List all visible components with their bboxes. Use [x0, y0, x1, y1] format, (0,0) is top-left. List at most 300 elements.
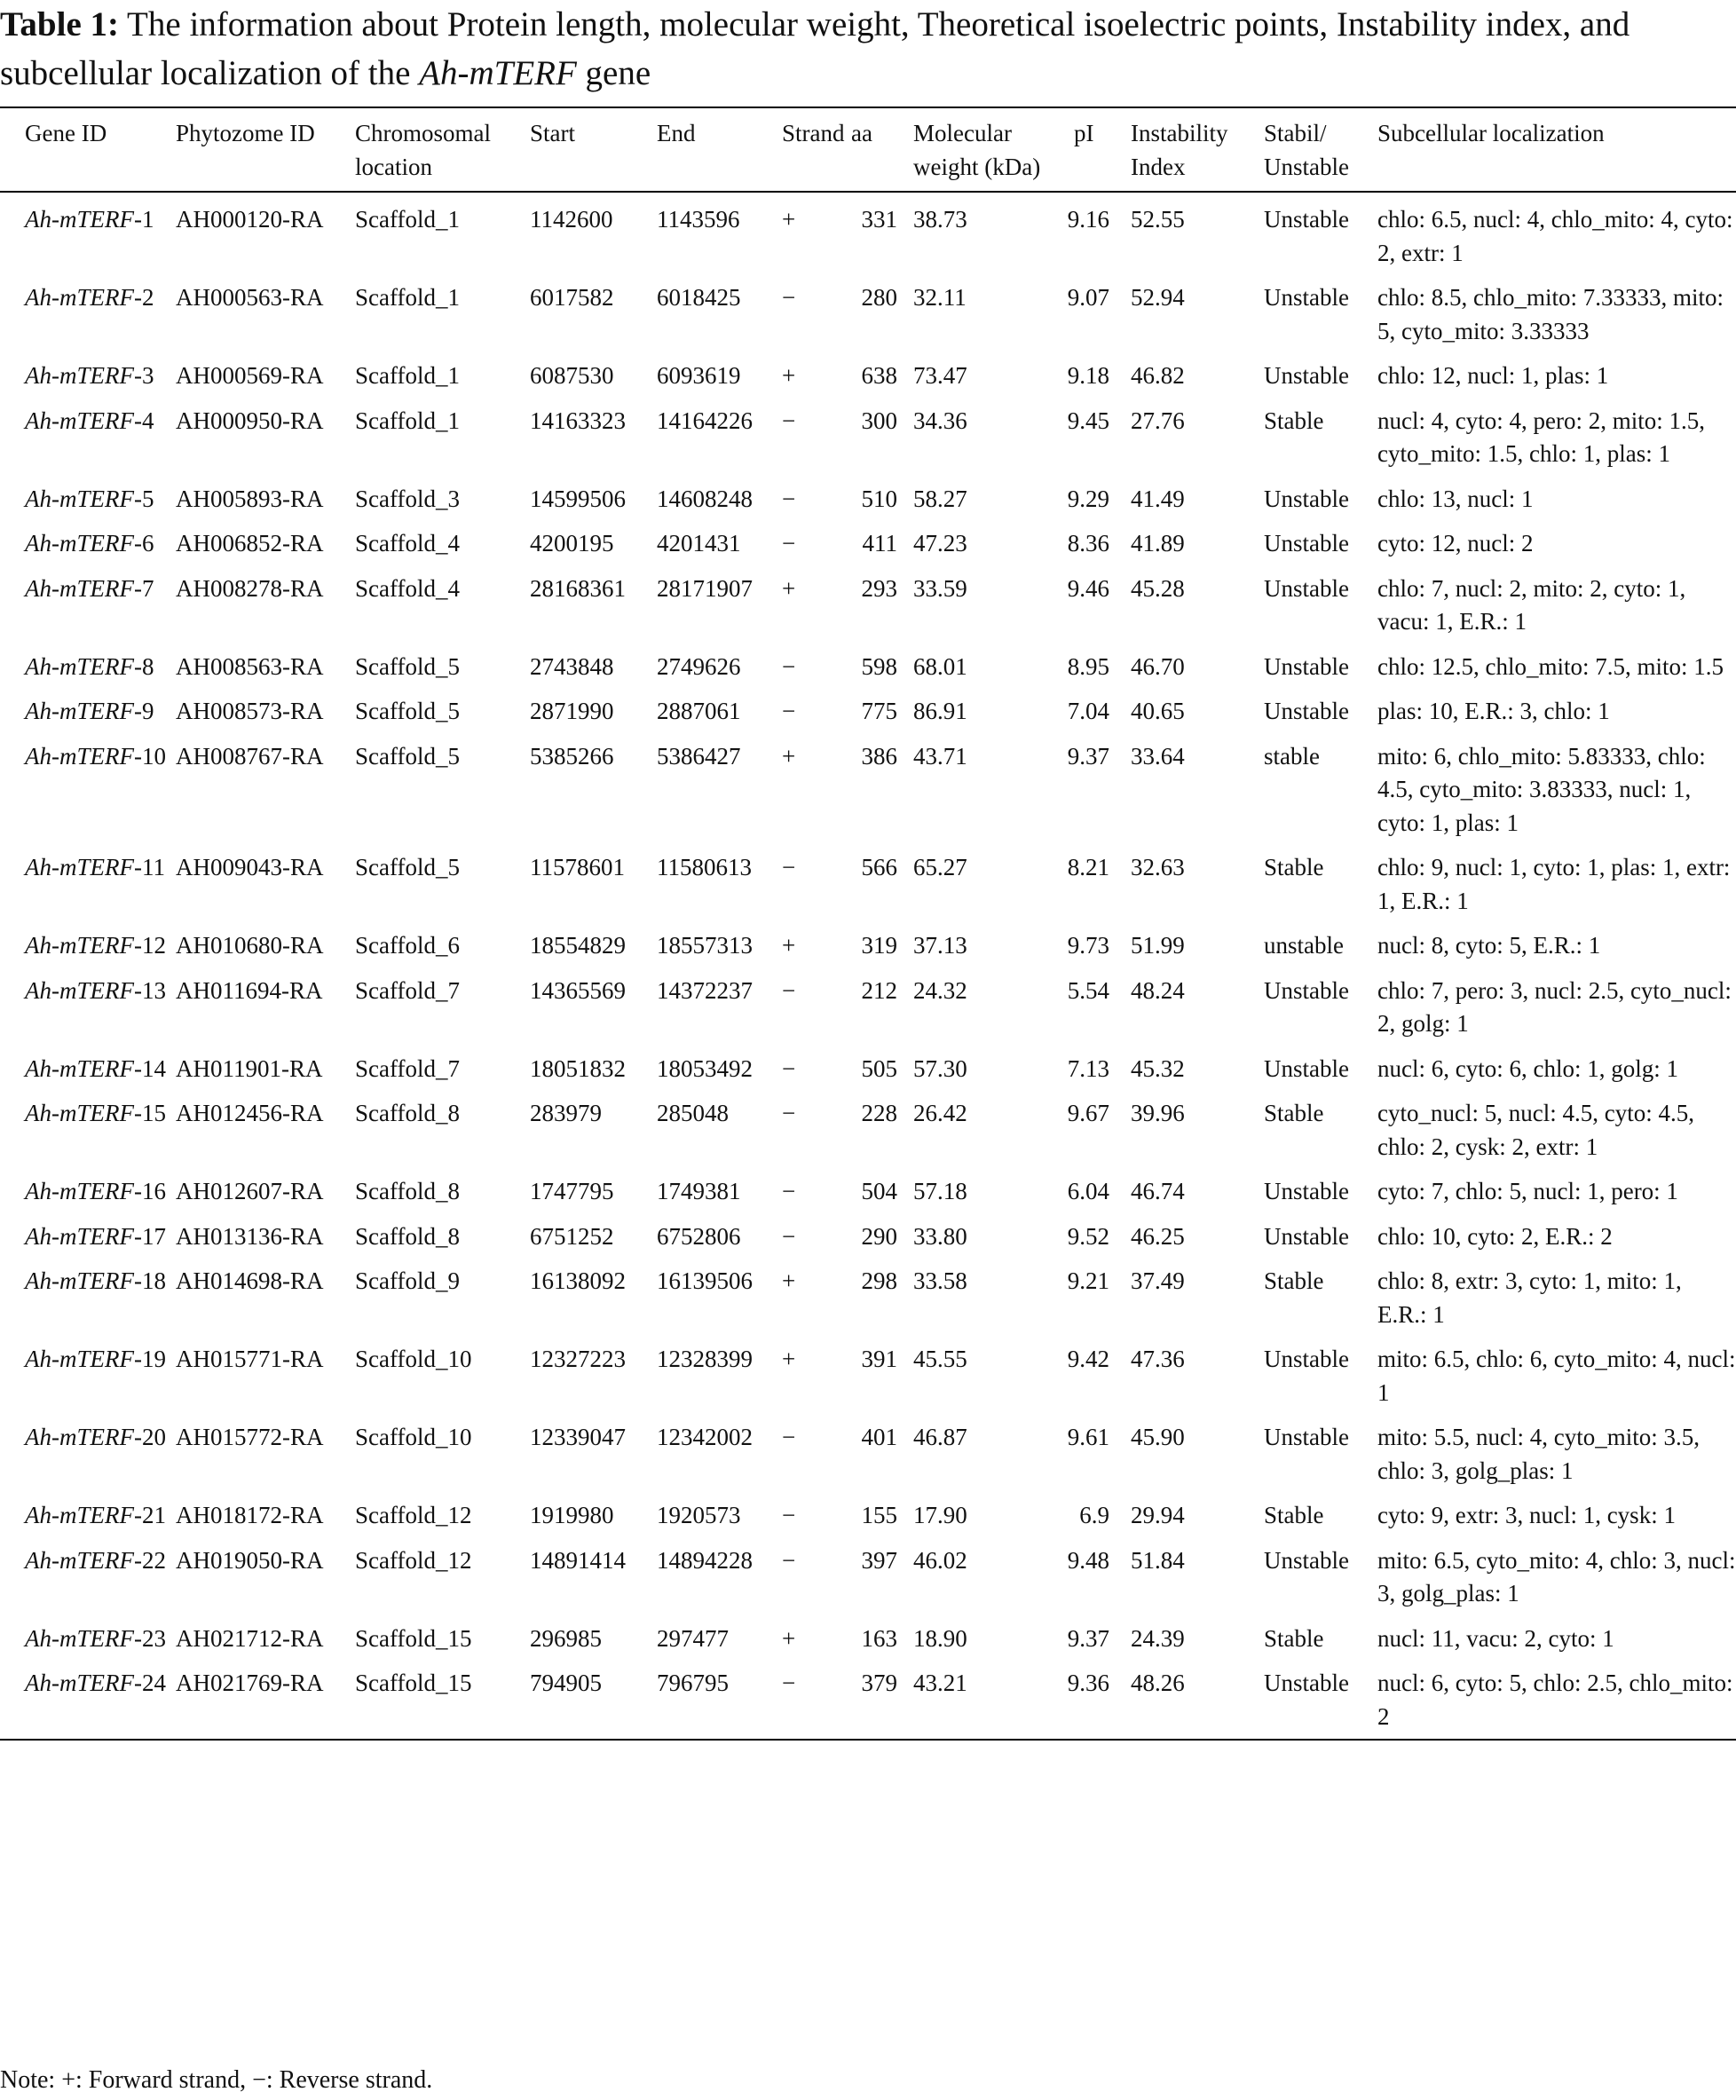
- gene-number: -24: [133, 1670, 166, 1696]
- cell-subcellular-localization: chlo: 9, nucl: 1, cyto: 1, plas: 1, extr: 1, E.R.: 1: [1377, 854, 1731, 914]
- table-note: Note: +: Forward strand, −: Reverse strand.: [0, 2066, 433, 2094]
- table-row: [0, 521, 1736, 566]
- table-row: [0, 689, 1736, 734]
- cell-instability-index: 45.28: [1131, 574, 1185, 602]
- cell-subcellular-localization: nucl: 11, vacu: 2, cyto: 1: [1377, 1624, 1614, 1652]
- cell-pi: 9.73: [1067, 932, 1109, 959]
- cell-strand: −: [782, 1054, 796, 1082]
- cell-end: 2749626: [657, 652, 741, 680]
- gene-name-italic: Ah-mTERF: [25, 1502, 134, 1528]
- cell-strand: −: [782, 407, 796, 434]
- gene-number: -10: [133, 742, 166, 770]
- cell-gene-id: [0, 353, 176, 399]
- cell-end: 28171907: [657, 574, 753, 602]
- gene-name-italic: Ah-mTERF: [25, 1054, 134, 1082]
- cell-aa: 319: [861, 932, 897, 959]
- gene-number: -8: [133, 652, 154, 680]
- gene-name-italic: Ah-mTERF: [25, 1100, 134, 1126]
- cell-pi: 9.42: [1067, 1346, 1109, 1372]
- cell-instability-index: 29.94: [1131, 1502, 1185, 1528]
- cell-start: 18051832: [530, 1054, 626, 1082]
- header-start: Start: [530, 120, 575, 146]
- header-strand: Strand: [782, 120, 845, 146]
- cell-stability: Unstable: [1264, 1670, 1349, 1696]
- cell-strand: −: [782, 698, 796, 724]
- cell-gene-id: [0, 1538, 176, 1616]
- cell-chromosomal-location: Scaffold_8: [355, 1100, 460, 1126]
- gene-name-italic: Ah-mTERF: [25, 932, 134, 959]
- cell-instability-index: 32.63: [1131, 854, 1185, 880]
- cell-strand: +: [782, 206, 796, 233]
- table-row: [0, 734, 1736, 846]
- table-row: [0, 644, 1736, 690]
- caption-label: Table 1:: [0, 5, 120, 43]
- cell-instability-index: 47.36: [1131, 1346, 1185, 1372]
- cell-subcellular-localization: nucl: 4, cyto: 4, pero: 2, mito: 1.5, cyto_mito: 1.5, chlo: 1, plas: 1: [1377, 407, 1705, 467]
- cell-molecular-weight: 37.13: [913, 932, 967, 959]
- cell-pi: 9.37: [1067, 1624, 1109, 1652]
- cell-start: 6751252: [530, 1222, 614, 1250]
- cell-instability-index: 46.25: [1131, 1222, 1185, 1250]
- gene-number: -11: [133, 854, 165, 880]
- cell-start: 14365569: [530, 976, 626, 1004]
- cell-subcellular-localization: nucl: 6, cyto: 5, chlo: 2.5, chlo_mito: 2: [1377, 1670, 1733, 1730]
- gene-number: -22: [133, 1546, 166, 1574]
- cell-end: 16139506: [657, 1267, 753, 1294]
- cell-end: 18053492: [657, 1054, 753, 1082]
- cell-pi: 6.04: [1067, 1178, 1109, 1204]
- header-phytozome-id: Phytozome ID: [176, 120, 315, 146]
- header-stability: Stabil/ Unstable: [1264, 120, 1349, 180]
- cell-start: 6087530: [530, 362, 614, 389]
- cell-end: 285048: [657, 1100, 729, 1126]
- cell-end: 12328399: [657, 1346, 753, 1372]
- cell-molecular-weight: 24.32: [913, 976, 967, 1004]
- cell-strand: −: [782, 1502, 796, 1528]
- cell-start: 2871990: [530, 698, 614, 724]
- cell-instability-index: 33.64: [1131, 742, 1185, 770]
- cell-chromosomal-location: Scaffold_1: [355, 284, 460, 311]
- cell-pi: 9.46: [1067, 574, 1109, 602]
- gene-number: -21: [133, 1502, 166, 1528]
- cell-strand: +: [782, 574, 796, 602]
- cell-strand: −: [782, 284, 796, 311]
- table-row: [0, 923, 1736, 968]
- cell-molecular-weight: 47.23: [913, 530, 967, 557]
- cell-pi: 9.37: [1067, 742, 1109, 770]
- gene-name-italic: Ah-mTERF: [25, 362, 134, 389]
- cell-aa: 411: [862, 530, 897, 557]
- cell-phytozome-id: AH019050-RA: [176, 1546, 324, 1574]
- cell-start: 14163323: [530, 407, 626, 434]
- cell-aa: 293: [861, 574, 897, 602]
- cell-end: 6752806: [657, 1222, 741, 1250]
- cell-stability: Unstable: [1264, 206, 1349, 233]
- cell-molecular-weight: 45.55: [913, 1346, 967, 1372]
- table-row: [0, 1214, 1736, 1259]
- cell-pi: 9.29: [1067, 485, 1109, 512]
- cell-subcellular-localization: chlo: 12.5, chlo_mito: 7.5, mito: 1.5: [1377, 652, 1724, 680]
- cell-end: 297477: [657, 1624, 729, 1652]
- cell-phytozome-id: AH009043-RA: [176, 854, 324, 880]
- cell-strand: +: [782, 1267, 796, 1294]
- gene-number: -14: [133, 1054, 166, 1082]
- cell-subcellular-localization: chlo: 13, nucl: 1: [1377, 485, 1534, 512]
- cell-end: 2887061: [657, 698, 741, 724]
- cell-strand: −: [782, 1100, 796, 1126]
- cell-stability: Unstable: [1264, 652, 1349, 680]
- cell-chromosomal-location: Scaffold_1: [355, 407, 460, 434]
- cell-strand: −: [782, 1670, 796, 1696]
- cell-instability-index: 27.76: [1131, 407, 1185, 434]
- header-subcellular-localization: Subcellular localization: [1377, 120, 1605, 146]
- cell-strand: −: [782, 1546, 796, 1574]
- cell-phytozome-id: AH010680-RA: [176, 932, 324, 959]
- cell-chromosomal-location: Scaffold_9: [355, 1267, 460, 1294]
- cell-subcellular-localization: chlo: 8.5, chlo_mito: 7.33333, mito: 5, cyto_mito: 3.33333: [1377, 284, 1724, 344]
- gene-name-italic: Ah-mTERF: [25, 1670, 134, 1696]
- cell-instability-index: 45.32: [1131, 1054, 1185, 1082]
- cell-gene-id: [0, 689, 176, 734]
- cell-strand: +: [782, 742, 796, 770]
- table-row: [0, 566, 1736, 644]
- cell-instability-index: 48.24: [1131, 976, 1185, 1004]
- caption-text-b: gene: [576, 54, 651, 92]
- cell-start: 11578601: [530, 854, 625, 880]
- cell-start: 4200195: [530, 530, 614, 557]
- cell-gene-id: [0, 968, 176, 1046]
- table-row: [0, 275, 1736, 353]
- cell-gene-id: [0, 1661, 176, 1740]
- cell-start: 5385266: [530, 742, 614, 770]
- cell-subcellular-localization: mito: 6.5, chlo: 6, cyto_mito: 4, nucl: 1: [1377, 1346, 1736, 1406]
- cell-gene-id: [0, 192, 176, 275]
- gene-number: -13: [133, 976, 166, 1004]
- cell-chromosomal-location: Scaffold_4: [355, 530, 460, 557]
- gene-number: -4: [133, 407, 154, 434]
- cell-start: 283979: [530, 1100, 602, 1126]
- cell-molecular-weight: 68.01: [913, 652, 967, 680]
- cell-phytozome-id: AH012607-RA: [176, 1178, 324, 1204]
- cell-aa: 397: [861, 1546, 897, 1574]
- cell-aa: 379: [861, 1670, 897, 1696]
- cell-instability-index: 51.99: [1131, 932, 1185, 959]
- cell-instability-index: 41.49: [1131, 485, 1185, 512]
- cell-strand: −: [782, 485, 796, 512]
- cell-start: 14599506: [530, 485, 626, 512]
- cell-start: 16138092: [530, 1267, 626, 1294]
- table-row: [0, 399, 1736, 477]
- cell-stability: Unstable: [1264, 698, 1349, 724]
- cell-aa: 598: [861, 652, 897, 680]
- cell-molecular-weight: 18.90: [913, 1624, 967, 1652]
- cell-subcellular-localization: nucl: 8, cyto: 5, E.R.: 1: [1377, 932, 1601, 959]
- cell-chromosomal-location: Scaffold_15: [355, 1670, 472, 1696]
- cell-subcellular-localization: cyto: 12, nucl: 2: [1377, 530, 1534, 557]
- cell-end: 6018425: [657, 284, 741, 311]
- gene-name-italic: Ah-mTERF: [25, 1346, 134, 1372]
- cell-aa: 775: [861, 698, 897, 724]
- cell-subcellular-localization: mito: 5.5, nucl: 4, cyto_mito: 3.5, chlo: 3, golg_plas: 1: [1377, 1424, 1700, 1484]
- cell-chromosomal-location: Scaffold_1: [355, 206, 460, 233]
- header-molecular-weight: Molecular weight (kDa): [913, 120, 1041, 180]
- cell-gene-id: [0, 1169, 176, 1214]
- cell-molecular-weight: 46.02: [913, 1546, 967, 1574]
- gene-name-italic: Ah-mTERF: [25, 407, 134, 434]
- cell-end: 14608248: [657, 485, 753, 512]
- gene-number: -6: [133, 530, 154, 557]
- cell-instability-index: 39.96: [1131, 1100, 1185, 1126]
- gene-number: -12: [133, 932, 166, 959]
- cell-gene-id: [0, 275, 176, 353]
- table-row: [0, 477, 1736, 522]
- cell-pi: 8.36: [1067, 530, 1109, 557]
- cell-instability-index: 40.65: [1131, 698, 1185, 724]
- table-row: [0, 1046, 1736, 1092]
- cell-phytozome-id: AH021769-RA: [176, 1670, 324, 1696]
- table-row: [0, 1169, 1736, 1214]
- cell-stability: Stable: [1264, 1502, 1324, 1528]
- cell-subcellular-localization: chlo: 7, nucl: 2, mito: 2, cyto: 1, vacu: 1, E.R.: 1: [1377, 574, 1686, 635]
- gene-number: -17: [133, 1222, 166, 1250]
- header-aa: aa: [851, 120, 872, 146]
- table-row: [0, 1616, 1736, 1662]
- cell-subcellular-localization: cyto: 9, extr: 3, nucl: 1, cysk: 1: [1377, 1502, 1676, 1528]
- cell-stability: Unstable: [1264, 1178, 1349, 1204]
- cell-instability-index: 45.90: [1131, 1424, 1185, 1450]
- cell-pi: 8.95: [1067, 652, 1109, 680]
- cell-end: 1749381: [657, 1178, 741, 1204]
- cell-aa: 386: [861, 742, 897, 770]
- cell-phytozome-id: AH000120-RA: [176, 206, 324, 233]
- gene-number: -15: [133, 1100, 166, 1126]
- data-table: [0, 107, 1736, 1741]
- cell-chromosomal-location: Scaffold_5: [355, 698, 460, 724]
- cell-strand: +: [782, 932, 796, 959]
- cell-aa: 566: [861, 854, 897, 880]
- cell-pi: 5.54: [1067, 976, 1109, 1004]
- table-row: [0, 968, 1736, 1046]
- cell-stability: Stable: [1264, 1267, 1324, 1294]
- cell-subcellular-localization: chlo: 10, cyto: 2, E.R.: 2: [1377, 1222, 1613, 1250]
- gene-name-italic: Ah-mTERF: [25, 652, 134, 680]
- cell-chromosomal-location: Scaffold_5: [355, 742, 460, 770]
- table-row: [0, 1661, 1736, 1740]
- cell-molecular-weight: 57.18: [913, 1178, 967, 1204]
- gene-number: -16: [133, 1178, 166, 1204]
- cell-pi: 9.52: [1067, 1222, 1109, 1250]
- table-row: [0, 845, 1736, 923]
- cell-phytozome-id: AH012456-RA: [176, 1100, 324, 1126]
- cell-molecular-weight: 34.36: [913, 407, 967, 434]
- cell-strand: +: [782, 362, 796, 389]
- table-row: [0, 1538, 1736, 1616]
- cell-molecular-weight: 73.47: [913, 362, 967, 389]
- cell-aa: 391: [861, 1346, 897, 1372]
- cell-strand: −: [782, 1222, 796, 1250]
- cell-strand: −: [782, 652, 796, 680]
- cell-end: 14894228: [657, 1546, 753, 1574]
- header-instability-index: Instability Index: [1131, 120, 1228, 180]
- cell-phytozome-id: AH006852-RA: [176, 530, 324, 557]
- cell-phytozome-id: AH021712-RA: [176, 1624, 324, 1652]
- cell-stability: Unstable: [1264, 1424, 1349, 1450]
- cell-stability: Unstable: [1264, 574, 1349, 602]
- cell-instability-index: 46.70: [1131, 652, 1185, 680]
- cell-stability: Stable: [1264, 1100, 1324, 1126]
- cell-gene-id: [0, 1091, 176, 1169]
- cell-chromosomal-location: Scaffold_10: [355, 1424, 472, 1450]
- cell-instability-index: 46.74: [1131, 1178, 1185, 1204]
- cell-subcellular-localization: cyto: 7, chlo: 5, nucl: 1, pero: 1: [1377, 1178, 1678, 1204]
- cell-stability: Unstable: [1264, 1346, 1349, 1372]
- cell-aa: 155: [861, 1502, 897, 1528]
- cell-gene-id: [0, 1493, 176, 1538]
- cell-stability: Unstable: [1264, 1222, 1349, 1250]
- cell-aa: 331: [861, 206, 897, 233]
- cell-phytozome-id: AH015771-RA: [176, 1346, 324, 1372]
- cell-stability: Unstable: [1264, 485, 1349, 512]
- gene-number: -20: [133, 1424, 166, 1450]
- cell-stability: Unstable: [1264, 1546, 1349, 1574]
- cell-gene-id: [0, 923, 176, 968]
- cell-phytozome-id: AH008767-RA: [176, 742, 324, 770]
- table-row: [0, 1259, 1736, 1337]
- gene-name-italic: Ah-mTERF: [25, 284, 134, 311]
- cell-phytozome-id: AH000950-RA: [176, 407, 324, 434]
- cell-aa: 163: [861, 1624, 897, 1652]
- cell-phytozome-id: AH005893-RA: [176, 485, 324, 512]
- table-row: [0, 1091, 1736, 1169]
- cell-instability-index: 48.26: [1131, 1670, 1185, 1696]
- cell-start: 1747795: [530, 1178, 614, 1204]
- cell-chromosomal-location: Scaffold_12: [355, 1502, 472, 1528]
- cell-chromosomal-location: Scaffold_1: [355, 362, 460, 389]
- cell-subcellular-localization: mito: 6, chlo_mito: 5.83333, chlo: 4.5, cyto_mito: 3.83333, nucl: 1, cyto: 1, plas: 1: [1377, 742, 1706, 836]
- cell-strand: +: [782, 1624, 796, 1652]
- cell-pi: 7.04: [1067, 698, 1109, 724]
- header-end: End: [657, 120, 696, 146]
- cell-gene-id: [0, 1415, 176, 1493]
- cell-chromosomal-location: Scaffold_10: [355, 1346, 472, 1372]
- gene-name-italic: Ah-mTERF: [25, 742, 134, 770]
- cell-gene-id: [0, 1337, 176, 1415]
- cell-end: 18557313: [657, 932, 753, 959]
- cell-start: 794905: [530, 1670, 602, 1696]
- cell-start: 2743848: [530, 652, 614, 680]
- gene-number: -19: [133, 1346, 166, 1372]
- cell-aa: 300: [861, 407, 897, 434]
- cell-phytozome-id: AH008573-RA: [176, 698, 324, 724]
- cell-molecular-weight: 57.30: [913, 1054, 967, 1082]
- cell-stability: Unstable: [1264, 284, 1349, 311]
- cell-phytozome-id: AH013136-RA: [176, 1222, 324, 1250]
- cell-chromosomal-location: Scaffold_6: [355, 932, 460, 959]
- gene-name-italic: Ah-mTERF: [25, 1624, 134, 1652]
- cell-aa: 505: [861, 1054, 897, 1082]
- cell-strand: −: [782, 1178, 796, 1204]
- cell-pi: 9.48: [1067, 1546, 1109, 1574]
- cell-molecular-weight: 46.87: [913, 1424, 967, 1450]
- table-row: [0, 1337, 1736, 1415]
- cell-strand: +: [782, 1346, 796, 1372]
- cell-gene-id: [0, 477, 176, 522]
- cell-instability-index: 41.89: [1131, 530, 1185, 557]
- table-body: [0, 192, 1736, 1740]
- cell-instability-index: 24.39: [1131, 1624, 1185, 1652]
- cell-chromosomal-location: Scaffold_4: [355, 574, 460, 602]
- cell-aa: 638: [861, 362, 897, 389]
- header-row: [0, 107, 1736, 192]
- cell-chromosomal-location: Scaffold_8: [355, 1178, 460, 1204]
- cell-start: 12327223: [530, 1346, 626, 1372]
- cell-start: 6017582: [530, 284, 614, 311]
- gene-name-italic: Ah-mTERF: [25, 1546, 134, 1574]
- header-gene-id: Gene ID: [25, 120, 107, 146]
- cell-phytozome-id: AH000563-RA: [176, 284, 324, 311]
- gene-number: -23: [133, 1624, 166, 1652]
- cell-gene-id: [0, 1214, 176, 1259]
- cell-end: 14164226: [657, 407, 753, 434]
- table-caption: [0, 0, 1736, 98]
- gene-name-italic: Ah-mTERF: [25, 854, 134, 880]
- cell-aa: 510: [861, 485, 897, 512]
- gene-number: -7: [133, 574, 154, 602]
- cell-gene-id: [0, 521, 176, 566]
- cell-molecular-weight: 33.59: [913, 574, 967, 602]
- cell-pi: 9.21: [1067, 1267, 1109, 1294]
- cell-gene-id: [0, 566, 176, 644]
- cell-stability: Stable: [1264, 1624, 1324, 1652]
- cell-instability-index: 37.49: [1131, 1267, 1185, 1294]
- cell-pi: 9.61: [1067, 1424, 1109, 1450]
- cell-aa: 298: [861, 1267, 897, 1294]
- caption-text-a: The information about Protein length, molecular weight, Theoretical isoelectric points, Instability index, and subcellular localization of the: [0, 5, 1630, 92]
- cell-molecular-weight: 38.73: [913, 206, 967, 233]
- cell-molecular-weight: 33.58: [913, 1267, 967, 1294]
- cell-start: 296985: [530, 1624, 602, 1652]
- cell-pi: 8.21: [1067, 854, 1109, 880]
- gene-name-italic: Ah-mTERF: [25, 485, 134, 512]
- cell-subcellular-localization: plas: 10, E.R.: 3, chlo: 1: [1377, 698, 1610, 724]
- cell-stability: Unstable: [1264, 1054, 1349, 1082]
- gene-name-italic: Ah-mTERF: [25, 698, 134, 724]
- cell-subcellular-localization: mito: 6.5, cyto_mito: 4, chlo: 3, nucl: 3, golg_plas: 1: [1377, 1546, 1736, 1607]
- cell-gene-id: [0, 845, 176, 923]
- cell-aa: 401: [861, 1424, 897, 1450]
- cell-end: 796795: [657, 1670, 729, 1696]
- header-pi: pI: [1074, 120, 1094, 146]
- cell-stability: Unstable: [1264, 362, 1349, 389]
- cell-stability: unstable: [1264, 932, 1344, 959]
- cell-pi: 6.9: [1079, 1502, 1109, 1528]
- cell-pi: 9.18: [1067, 362, 1109, 389]
- cell-stability: Stable: [1264, 854, 1324, 880]
- gene-name-italic: Ah-mTERF: [25, 574, 134, 602]
- cell-chromosomal-location: Scaffold_15: [355, 1624, 472, 1652]
- cell-start: 1919980: [530, 1502, 614, 1528]
- cell-molecular-weight: 26.42: [913, 1100, 967, 1126]
- cell-subcellular-localization: chlo: 7, pero: 3, nucl: 2.5, cyto_nucl: 2, golg: 1: [1377, 976, 1732, 1037]
- table-row: [0, 353, 1736, 399]
- cell-subcellular-localization: chlo: 12, nucl: 1, plas: 1: [1377, 362, 1609, 389]
- gene-name-italic: Ah-mTERF: [25, 1424, 134, 1450]
- cell-subcellular-localization: nucl: 6, cyto: 6, chlo: 1, golg: 1: [1377, 1054, 1678, 1082]
- cell-end: 5386427: [657, 742, 741, 770]
- gene-name-italic: Ah-mTERF: [25, 1178, 134, 1204]
- cell-gene-id: [0, 399, 176, 477]
- cell-aa: 290: [861, 1222, 897, 1250]
